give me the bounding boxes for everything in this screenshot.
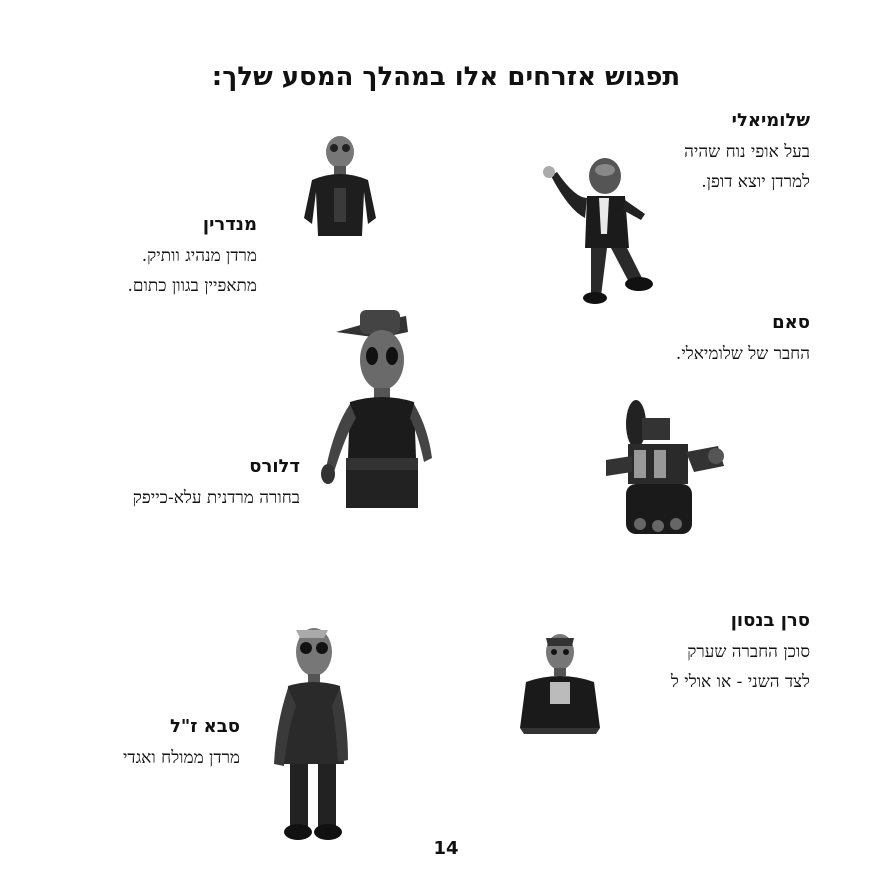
page-number: 14 xyxy=(433,838,459,859)
character-shlumieli xyxy=(684,110,810,197)
character-desc-line: מרדן ממולח ואגדי xyxy=(122,748,240,768)
character-desc-line: בחורה מרדנית עלא-כייפק xyxy=(132,488,300,508)
character-name: שלומיאלי xyxy=(731,110,810,131)
sam-robot-icon xyxy=(598,396,730,546)
character-benson xyxy=(671,610,810,697)
dolores-figure-icon xyxy=(316,308,436,512)
page-title: תפגוש אזרחים אלו במהלך המסע שלך: xyxy=(211,62,681,92)
character-mandarin xyxy=(128,214,257,301)
character-dolores xyxy=(133,456,300,513)
character-name: דלורס xyxy=(249,456,300,477)
character-desc-line: מרדן מנהיג וותיק. xyxy=(141,246,257,266)
character-name: מנדרין xyxy=(202,214,257,235)
character-name: סרן בנסון xyxy=(730,610,810,631)
benson-figure-icon xyxy=(516,630,604,736)
grandpa-figure-icon xyxy=(266,624,356,846)
character-desc-line: החבר של שלומיאלי. xyxy=(675,344,810,364)
shlumieli-figure-icon xyxy=(535,148,660,310)
character-desc-line: לצד השני - או אולי ל xyxy=(670,672,810,692)
character-sam xyxy=(676,312,810,369)
character-desc-line: למרדן יוצא דופן. xyxy=(701,172,810,192)
mandarin-figure-icon xyxy=(298,132,383,244)
character-desc-line: סוכן החברה שערק xyxy=(687,642,810,662)
character-name: סאם xyxy=(772,312,810,333)
character-desc-line: מתאפיין בגוון כתום. xyxy=(127,276,257,296)
character-name: סבא ז"ל xyxy=(169,716,240,737)
character-desc-line: בעל אופי נוח שהיה xyxy=(684,142,810,162)
character-grandpa xyxy=(123,716,240,773)
